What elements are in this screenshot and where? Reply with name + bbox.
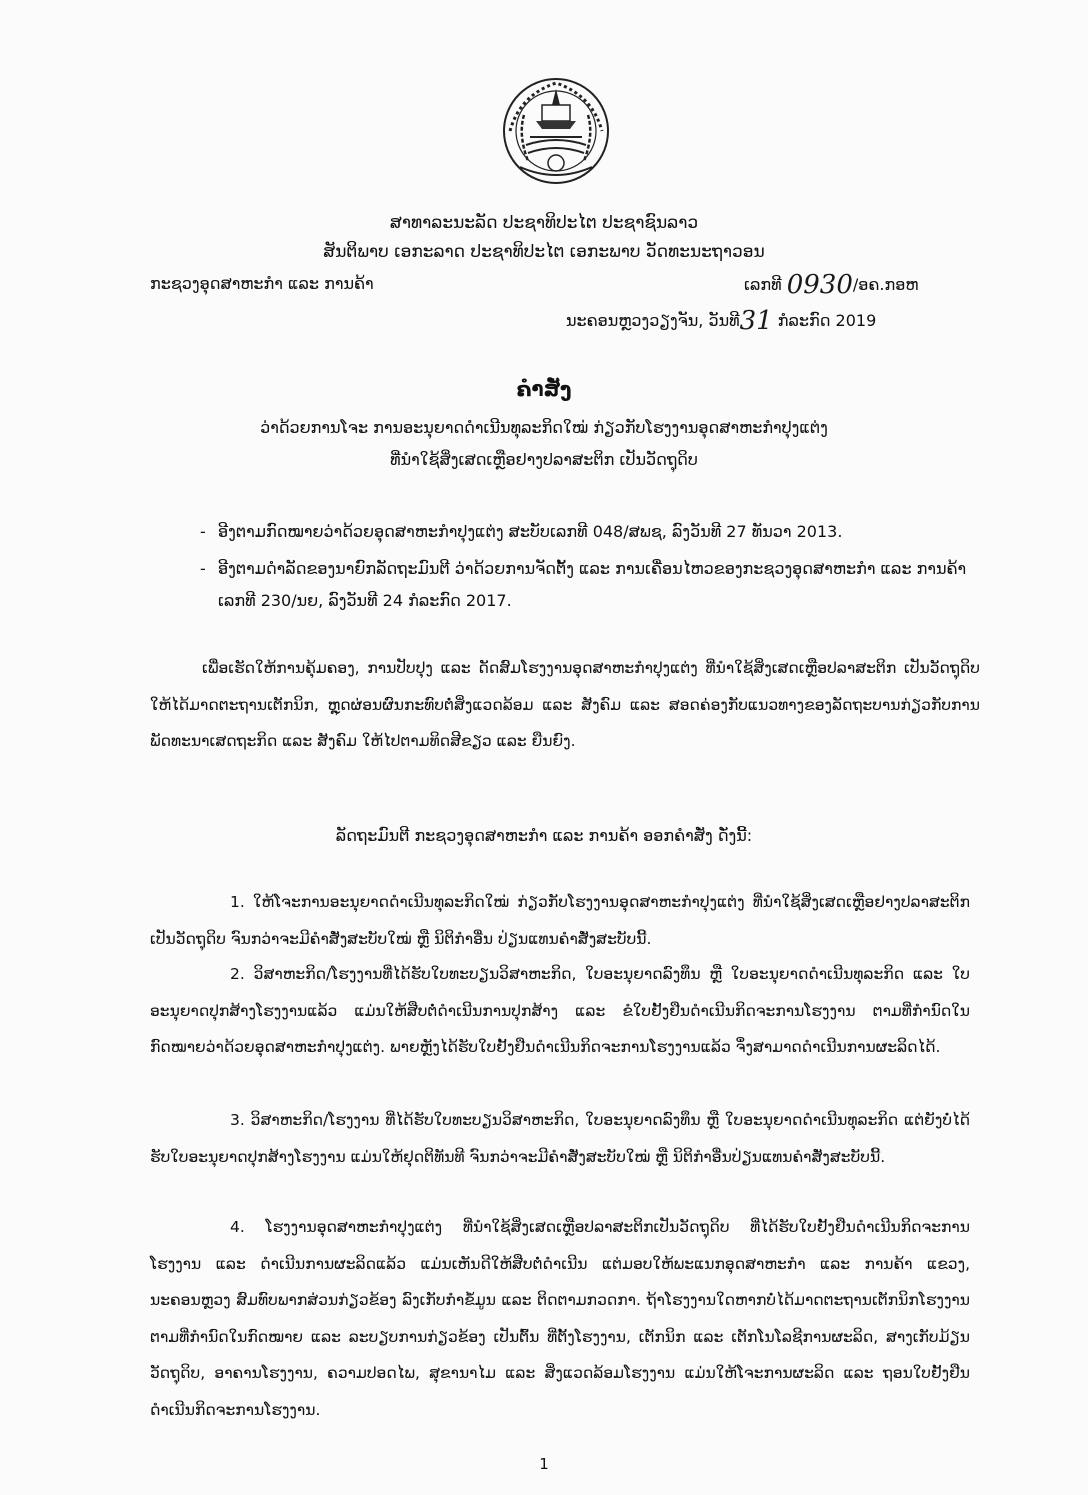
page-number: 1 xyxy=(539,1455,549,1473)
subtitle-line-1: ວ່າດ້ວຍການໂຈະ ການອະນຸຍາດດຳເນີນທຸລະກິດໃໝ່ ກ່ຽວກັບໂຮງງານອຸດສາຫະກຳປຸງແຕ່ງ xyxy=(260,418,828,437)
article-2: 2. ວິສາຫະກິດ/ໂຮງງານທີ່ໄດ້ຮັບໃບທະບຽນວິສາຫະກິດ, ໃບອະນຸຍາດລົງທຶນ ຫຼື ໃບອະນຸຍາດດຳເນີນທຸລະກິດ ແລະ ໃບອະນຸຍາດປຸກສ້າງໂຮງງານແລ້ວ ແມ່ນໃຫ້ສືບຕໍ່ດຳເນີນການປຸກສ້າງ ແລະ ຂໍໃບຢັ້ງຢືນດຳເນີນກິດຈະການໂຮງງານ ຕາມທີ່ກຳນົດໃນກົດໝາຍວ່າດ້ວຍອຸດສາຫະກຳປຸງແຕ່ງ. ພາຍຫຼັງໄດ້ຮັບໃບຢັ້ງຢືນດຳເນີນກິດຈະການໂຮງງານແລ້ວ ຈຶ່ງສາມາດດຳເນີນການຜະລິດໄດ້. xyxy=(150,965,970,1056)
article-3: 3. ວິສາຫະກິດ/ໂຮງງານ ທີ່ໄດ້ຮັບໃບທະບຽນວິສາຫະກິດ, ໃບອະນຸຍາດລົງທຶນ ຫຼື ໃບອະນຸຍາດດຳເນີນທຸລະກິດ ແຕ່ຍັງບໍ່ໄດ້ຮັບໃບອະນຸຍາດປຸກສ້າງໂຮງງານ ແມ່ນໃຫ້ຢຸດຕິທັນທີ ຈົນກວ່າຈະມີຄຳສັ່ງສະບັບໃໝ່ ຫຼື ນິຕິກຳອື່ນປ່ຽນແທນຄຳສັ່ງສະບັບນີ້. xyxy=(150,1111,970,1166)
number-handwritten: 0930 xyxy=(786,270,853,300)
bullet-dash: - xyxy=(200,522,206,541)
subtitle-line-2: ທີ່ນຳໃຊ້ສິ່ງເສດເຫຼືອຢາງປລາສະຕິກ ເປັນວັດຖຸດິບ xyxy=(390,450,698,469)
document-date xyxy=(566,306,877,336)
bullet-dash: - xyxy=(200,559,206,578)
reference-text: ອີງຕາມກົດໝາຍວ່າດ້ວຍອຸດສາຫະກຳປຸງແຕ່ງ ສະບັບເລກທີ 048/ສພຊ, ລົງວັນທີ 27 ທັນວາ 2013. xyxy=(218,522,843,541)
decree-statement: ລັດຖະມົນຕີ ກະຊວງອຸດສາຫະກຳ ແລະ ການຄ້າ ອອກຄຳສັ່ງ ດັ່ງນີ້: xyxy=(335,826,753,845)
document-title: ຄຳສັ່ງ xyxy=(516,377,572,401)
reference-item xyxy=(200,516,1008,548)
article-4: 4. ໂຮງງານອຸດສາຫະກຳປຸງແຕ່ງ ທີ່ນຳໃຊ້ສິ່ງເສດເຫຼືອປລາສະຕິກເປັນວັດຖຸດິບ ທີ່ໄດ້ຮັບໃບຢັ້ງຢືນດຳເນີນກິດຈະການໂຮງງານ ແລະ ດຳເນີນການຜະລິດແລ້ວ ແມ່ນເຫັນດີໃຫ້ສືບຕໍ່ດຳເນີນ ແຕ່ມອບໃຫ້ພະແນກອຸດສາຫະກຳ ແລະ ການຄ້າ ແຂວງ, ນະຄອນຫຼວງ ສົມທົບພາກສ່ວນກ່ຽວຂ້ອງ ລົງເກັບກຳຂໍ້ມູນ ແລະ ຕິດຕາມກວດກາ. ຖ້າໂຮງງານໃດຫາກບໍ່ໄດ້ມາດຕະຖານເຕັກນິກໂຮງງານ ຕາມທີ່ກຳນົດໃນກົດໝາຍ ແລະ ລະບຽບການກ່ຽວຂ້ອງ ເປັນຕົ້ນ ທີ່ຕັ້ງໂຮງງານ, ເຕັກນິກ ແລະ ເຕັກໂນໂລຊີການຜະລິດ, ສາງເກັບມ້ຽນວັດຖຸດິບ, ອາຄານໂຮງງານ, ຄວາມປອດໄພ, ສຸຂານາໄມ ແລະ ສິ່ງແວດລ້ອມໂຮງງານ ແມ່ນໃຫ້ໂຈະການຜະລິດ ແລະ ຖອນໃບຢັ້ງຢືນດຳເນີນກິດຈະການໂຮງງານ. xyxy=(150,1218,970,1419)
date-handwritten-day: 31 xyxy=(739,306,773,336)
republic-name: ສາທາລະນະລັດ ປະຊາທິປະໄຕ ປະຊາຊົນລາວ xyxy=(389,213,699,233)
national-emblem xyxy=(500,75,612,187)
national-motto: ສັນຕິພາບ ເອກະລາດ ປະຊາທິປະໄຕ ເອກະພາບ ວັດທະນະຖາວອນ xyxy=(323,242,765,262)
reference-item xyxy=(200,553,998,617)
ministry-name: ກະຊວງອຸດສາຫະກຳ ແລະ ການຄ້າ xyxy=(150,274,374,293)
article-1: 1. ໃຫ້ໂຈະການອະນຸຍາດດຳເນີນທຸລະກິດໃໝ່ ກ່ຽວກັບໂຮງງານອຸດສາຫະກຳປຸງແຕ່ງ ທີ່ນຳໃຊ້ສິ່ງເສດເຫຼືອຢາງປລາສະຕິກເປັນວັດຖຸດິບ ຈົນກວ່າຈະມີຄຳສັ່ງສະບັບໃໝ່ ຫຼື ນິຕິກຳອື່ນ ປ່ຽນແທນຄຳສັ່ງສະບັບນີ້. xyxy=(150,893,970,948)
intro-paragraph: ເພື່ອເຮັດໃຫ້ການຄຸ້ມຄອງ, ການປັບປຸງ ແລະ ດັດສົມໂຮງງານອຸດສາຫະກຳປຸງແຕ່ງ ທີ່ນຳໃຊ້ສິ່ງເສດເຫຼືອປລາສະຕິກ ເປັນວັດຖຸດິບ ໃຫ້ໄດ້ມາດຕະຖານເຕັກນິກ, ຫຼຸດຜ່ອນຜົນກະທົບຕໍ່ສິ່ງແວດລ້ອມ ແລະ ສັງຄົມ ແລະ ສອດຄ່ອງກັບແນວທາງຂອງລັດຖະບານກ່ຽວກັບການພັດທະນາເສດຖະກິດ ແລະ ສັງຄົມ ໃຫ້ໄປຕາມທິດສີຂຽວ ແລະ ຍືນຍົງ. xyxy=(150,659,980,750)
reference-text: ອີງຕາມດຳລັດຂອງນາຍົກລັດຖະມົນຕີ ວ່າດ້ວຍການຈັດຕັ້ງ ແລະ ການເຄື່ອນໄຫວຂອງກະຊວງອຸດສາຫະກຳ ແລະ ການຄ້າ ເລກທີ 230/ນຍ, ລົງວັນທີ 24 ກໍລະກົດ 2017. xyxy=(218,559,967,610)
date-suffix: ກໍລະກົດ 2019 xyxy=(777,311,877,330)
document-number xyxy=(744,270,919,300)
number-suffix: /ອຄ.ກອຫ xyxy=(852,275,919,294)
date-prefix: ນະຄອນຫຼວງວຽງຈັນ, ວັນທີ xyxy=(566,311,740,330)
number-prefix: ເລກທີ xyxy=(744,275,782,294)
